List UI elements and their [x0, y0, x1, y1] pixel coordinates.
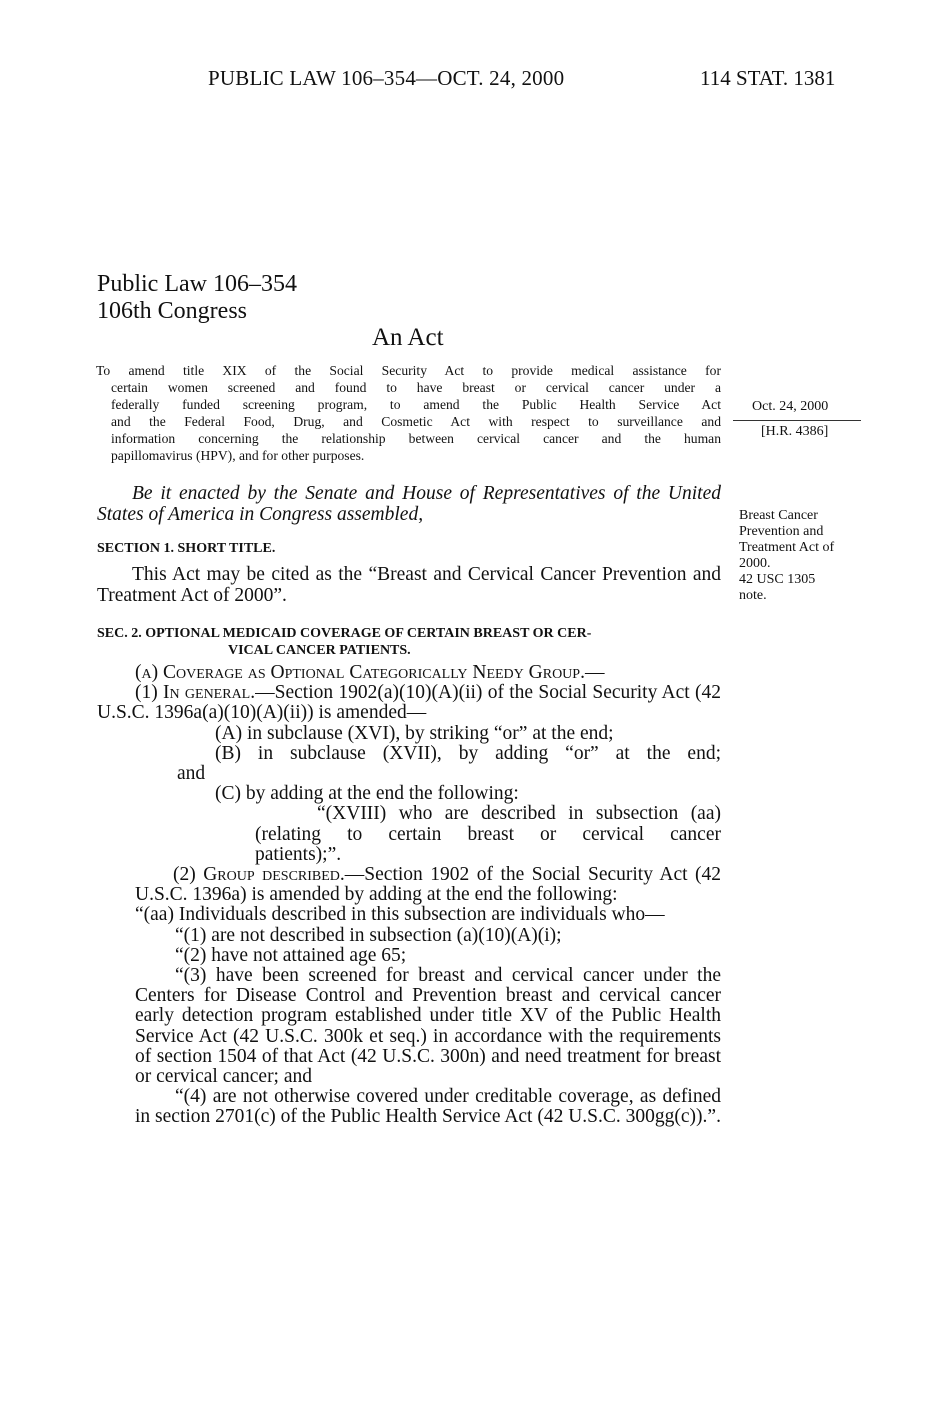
quoted-item-4: “(4) are not otherwise covered under creditable coverage, as defined in section 2701(c) of the Public Health Service Act (42 U.S.C. 300gg(c)).”. — [135, 1086, 721, 1128]
running-head-left: PUBLIC LAW 106–354—OCT. 24, 2000 — [208, 66, 565, 90]
margin-note-line: Prevention and — [739, 524, 824, 539]
margin-date: Oct. 24, 2000 — [752, 399, 829, 414]
purpose-line: certain women screened and found to have breast or cervical cancer under a — [111, 380, 721, 395]
quoted-subsection-aa: “(aa) Individuals described in this subsection are individuals who— — [135, 904, 665, 926]
section-2-heading-line: SEC. 2. OPTIONAL MEDICAID COVERAGE OF CERTAIN BREAST OR CER- — [97, 626, 592, 641]
subparagraph-b-continued: and — [177, 763, 206, 785]
purpose-line: federally funded screening program, to amend the Public Health Service Act — [111, 397, 721, 412]
section-2-body — [97, 663, 721, 1128]
paragraph-2-label: (2) Group described. — [173, 864, 345, 886]
margin-note-line: 42 USC 1305 — [739, 572, 816, 587]
section-1-heading: SECTION 1. SHORT TITLE. — [97, 541, 276, 556]
subparagraph-a: (A) in subclause (XVI), by striking “or” at the end; — [215, 722, 614, 744]
purpose-line: To amend title XIX of the Social Security Act to provide medical assistance for — [96, 363, 721, 378]
paragraph-1-label: (1) In general. — [135, 682, 256, 704]
section-2-heading-line: VICAL CANCER PATIENTS. — [228, 643, 411, 658]
congress-label: 106th Congress — [97, 298, 247, 324]
subparagraph-c: (C) by adding at the end the following: — [215, 783, 519, 805]
running-head-right: 114 STAT. 1381 — [700, 66, 836, 90]
an-act-heading: An Act — [372, 324, 444, 351]
quoted-item-1: “(1) are not described in subsection (a)(10)(A)(i); — [175, 924, 562, 946]
purpose-line: papillomavirus (HPV), and for other purposes. — [111, 448, 365, 463]
margin-note-line: Treatment Act of — [739, 540, 835, 555]
quoted-item-3: “(3) have been screened for breast and cervical cancer under the Centers for Disease Control and Prevention breast and cervical cancer early detection program established under title XV of the Public Health Service Act (42 U.S.C. 300k et seq.) in accordance with the requirements of section 1504 of that Act (42 U.S.C. 300n) and need treatment for breast or cervical cancer; and — [135, 965, 721, 1088]
purpose-line: information concerning the relationship between cervical cancer and the human — [111, 431, 721, 446]
paragraph-1-text: —Section 1902(a)(10)(A)(ii) of the Social Security Act (42 U.S.C. 1396a(a)(10)(A)(ii)) is amended— — [97, 682, 721, 724]
quoted-item-2: “(2) have not attained age 65; — [175, 944, 407, 966]
paragraph-2-text: —Section 1902 of the Social Security Act (42 U.S.C. 1396a) is amended by adding at the end the following: — [135, 864, 722, 906]
margin-note-line: Breast Cancer — [739, 508, 818, 523]
margin-bill-number: [H.R. 4386] — [761, 424, 829, 439]
margin-divider — [733, 420, 861, 421]
purpose-clause — [96, 362, 721, 464]
subparagraph-b: (B) in subclause (XVII), by adding “or” at the end; — [215, 742, 721, 764]
enacting-clause: Be it enacted by the Senate and House of Representatives of the United States of America in Congress assembled, — [97, 483, 721, 525]
quoted-subclause-xviii: “(XVIII) who are described in subsection (aa) — [317, 803, 721, 825]
margin-note-line: 2000. — [739, 556, 771, 571]
quoted-subclause-xviii-continued: (relating to certain breast or cervical cancer — [255, 823, 721, 845]
section-2-heading — [97, 625, 721, 659]
subsection-a-heading: (a) Coverage as Optional Categorically Needy Group.— — [135, 662, 605, 683]
section-1-text: This Act may be cited as the “Breast and Cervical Cancer Prevention and Treatment Act of 2000”. — [97, 564, 721, 606]
paragraph-2 — [135, 865, 721, 905]
quoted-subclause-xviii-end: patients);”. — [255, 843, 342, 865]
paragraph-1 — [97, 683, 721, 723]
public-law-title: Public Law 106–354 — [97, 271, 297, 297]
margin-short-title-note — [739, 508, 879, 604]
purpose-line: and the Federal Food, Drug, and Cosmetic Act with respect to surveillance and — [111, 414, 721, 429]
margin-note-line: note. — [739, 588, 767, 603]
